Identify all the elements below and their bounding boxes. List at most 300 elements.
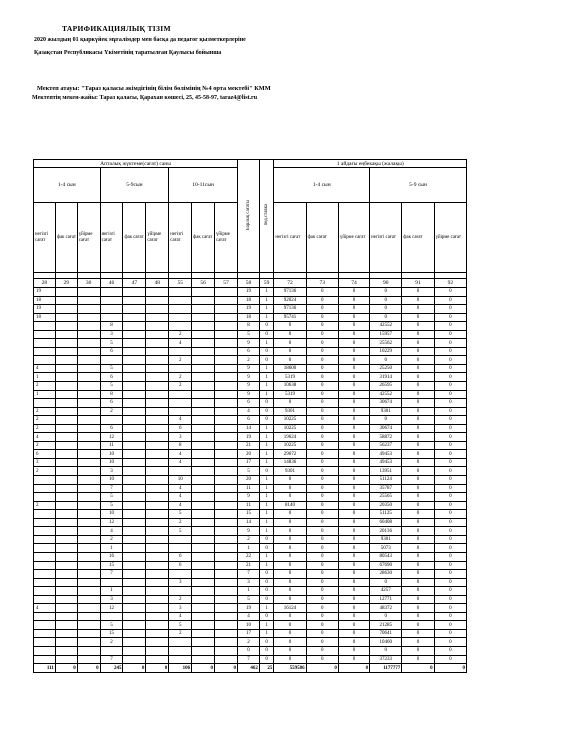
table-cell (146, 595, 169, 604)
table-cell: 4 (169, 484, 192, 493)
table-cell (169, 467, 192, 476)
total-cell: 0 (192, 664, 215, 673)
table-cell (34, 535, 56, 544)
table-cell: 2 (169, 629, 192, 638)
table-cell: 0 (370, 296, 402, 305)
table-cell: 0 (274, 518, 306, 527)
table-cell: 0 (274, 322, 306, 331)
table-cell: 0 (402, 296, 434, 305)
table-cell: 0 (259, 570, 274, 579)
table-cell (215, 467, 238, 476)
table-cell (192, 433, 215, 442)
table-cell (77, 612, 100, 621)
table-row (34, 570, 467, 579)
table-cell: 8 (100, 390, 123, 399)
table-cell (215, 382, 238, 391)
table-cell: 0 (402, 544, 434, 553)
table-cell: 2 (100, 638, 123, 647)
table-cell (192, 305, 215, 314)
table-cell (215, 587, 238, 596)
table-cell: 1 (259, 629, 274, 638)
table-cell: 12771 (370, 595, 402, 604)
table-cell (192, 501, 215, 510)
table-cell: 0 (274, 595, 306, 604)
table-cell (34, 544, 56, 553)
table-cell: 0 (338, 399, 369, 408)
table-cell: 10229 (370, 347, 402, 356)
table-cell: 0 (370, 416, 402, 425)
ped-rate-header: пед.ставка (259, 160, 274, 273)
table-cell (215, 373, 238, 382)
table-cell: 49453 (370, 458, 402, 467)
table-cell: 5319 (274, 390, 306, 399)
table-cell (123, 587, 146, 596)
table-cell: 6 (169, 561, 192, 570)
table-cell: 0 (402, 587, 434, 596)
table-cell: 42552 (370, 390, 402, 399)
table-cell: 9301 (274, 407, 306, 416)
table-cell: 4 (169, 416, 192, 425)
table-cell (100, 416, 123, 425)
table-cell (146, 399, 169, 408)
table-cell (169, 544, 192, 553)
table-cell: 0 (434, 535, 466, 544)
table-cell: 9 (238, 382, 260, 391)
table-cell: 20136 (370, 527, 402, 536)
table-cell (77, 330, 100, 339)
column-number-row (34, 279, 467, 288)
table-cell: 0 (306, 510, 338, 519)
table-cell: 9301 (274, 467, 306, 476)
table-cell: 6 (100, 399, 123, 408)
table-cell (123, 535, 146, 544)
table-cell (215, 424, 238, 433)
table-cell: 60408 (370, 518, 402, 527)
table-cell: 0 (274, 646, 306, 655)
table-cell (55, 484, 77, 493)
table-cell: 0 (434, 364, 466, 373)
table-cell: 2 (169, 382, 192, 391)
table-cell (34, 356, 56, 365)
group-header-weekly-load: Апталық жүктеме(сағат) саны (34, 160, 238, 168)
table-cell (55, 356, 77, 365)
table-cell (146, 629, 169, 638)
table-cell (77, 570, 100, 579)
table-cell (55, 646, 77, 655)
table-cell (146, 646, 169, 655)
table-cell: 10 (100, 510, 123, 519)
table-cell (123, 518, 146, 527)
table-cell: 0 (338, 587, 369, 596)
subheader-salary-1-4: 1-4 сын (274, 168, 370, 203)
table-row (34, 313, 467, 322)
table-cell (215, 364, 238, 373)
table-cell (77, 339, 100, 348)
table-cell (215, 493, 238, 502)
table-cell (146, 501, 169, 510)
table-cell (169, 390, 192, 399)
table-cell: 0 (402, 595, 434, 604)
table-cell: 1 (100, 544, 123, 553)
table-cell: 0 (434, 458, 466, 467)
table-cell: 0 (402, 373, 434, 382)
table-cell (215, 544, 238, 553)
table-cell (77, 424, 100, 433)
table-cell (34, 339, 56, 348)
table-cell (123, 424, 146, 433)
table-cell: 8 (100, 322, 123, 331)
table-cell (34, 518, 56, 527)
table-cell: 10 (100, 450, 123, 459)
table-cell: 0 (306, 587, 338, 596)
table-cell: 0 (338, 467, 369, 476)
table-cell: 19 (34, 288, 56, 297)
table-cell: 0 (370, 646, 402, 655)
table-cell: 0 (274, 476, 306, 485)
table-cell: 0 (306, 356, 338, 365)
table-cell: 2 (34, 424, 56, 433)
col-label-base: негізгі сағат (370, 203, 402, 273)
table-cell: 0 (338, 347, 369, 356)
table-cell: 0 (259, 638, 274, 647)
table-cell: 0 (402, 458, 434, 467)
table-cell (77, 629, 100, 638)
table-cell (55, 441, 77, 450)
table-cell (55, 382, 77, 391)
table-row (34, 638, 467, 647)
table-cell: 0 (338, 364, 369, 373)
table-cell (100, 646, 123, 655)
table-cell (123, 313, 146, 322)
table-cell (55, 552, 77, 561)
table-cell (34, 552, 56, 561)
table-cell: 6 (169, 552, 192, 561)
column-number: 56 (192, 279, 215, 288)
table-cell (34, 330, 56, 339)
table-cell: 0 (306, 527, 338, 536)
column-number: 47 (123, 279, 146, 288)
table-cell: 0 (434, 330, 466, 339)
table-cell: 0 (338, 390, 369, 399)
table-cell (77, 458, 100, 467)
table-cell (123, 356, 146, 365)
table-cell (77, 655, 100, 664)
table-cell: 5 (100, 621, 123, 630)
table-cell (215, 305, 238, 314)
table-row (34, 604, 467, 613)
table-row (34, 501, 467, 510)
table-cell: 0 (402, 612, 434, 621)
table-cell (146, 638, 169, 647)
table-row (34, 535, 467, 544)
table-cell: 0 (274, 587, 306, 596)
table-cell (192, 544, 215, 553)
table-cell (146, 364, 169, 373)
table-cell (34, 646, 56, 655)
total-cell: 245 (100, 664, 123, 673)
table-cell (77, 595, 100, 604)
table-cell (77, 467, 100, 476)
table-cell (34, 578, 56, 587)
table-cell: 2 (238, 638, 260, 647)
table-cell (123, 390, 146, 399)
table-cell: 0 (306, 518, 338, 527)
table-cell: 0 (402, 629, 434, 638)
table-cell (146, 604, 169, 613)
table-cell: 19 (238, 288, 260, 297)
table-cell: 1 (259, 305, 274, 314)
total-cell: 0 (146, 664, 169, 673)
table-cell: 13951 (370, 467, 402, 476)
table-cell: 0 (338, 373, 369, 382)
table-cell: 0 (402, 621, 434, 630)
table-cell: 0 (402, 578, 434, 587)
col-label-fact: фак сағат (402, 203, 434, 273)
col-label-circle: үйірме сағат (338, 203, 369, 273)
table-cell: 1 (259, 604, 274, 613)
table-cell: 3 (169, 433, 192, 442)
table-cell (192, 612, 215, 621)
table-cell (100, 578, 123, 587)
table-cell (169, 347, 192, 356)
table-cell: 4 (169, 450, 192, 459)
table-cell: 9 (238, 390, 260, 399)
table-cell (169, 535, 192, 544)
table-cell: 0 (338, 305, 369, 314)
table-cell: 0 (306, 441, 338, 450)
table-cell: 0 (274, 510, 306, 519)
table-row (34, 621, 467, 630)
table-cell: 0 (259, 595, 274, 604)
table-cell: 0 (306, 305, 338, 314)
table-cell: 16 (100, 552, 123, 561)
table-cell: 0 (259, 322, 274, 331)
table-cell (123, 604, 146, 613)
table-row (34, 305, 467, 314)
table-cell: 0 (306, 638, 338, 647)
table-cell (146, 527, 169, 536)
table-cell (77, 587, 100, 596)
table-cell: 48372 (370, 604, 402, 613)
table-cell (123, 450, 146, 459)
table-cell (215, 476, 238, 485)
table-cell: 0 (338, 510, 369, 519)
table-cell (192, 330, 215, 339)
table-cell: 0 (274, 629, 306, 638)
table-cell (55, 416, 77, 425)
table-cell (146, 587, 169, 596)
table-cell: 1 (259, 458, 274, 467)
table-cell (123, 510, 146, 519)
tariff-table (33, 159, 467, 673)
table-cell (215, 595, 238, 604)
table-cell: 0 (338, 296, 369, 305)
table-cell (215, 356, 238, 365)
table-cell (55, 373, 77, 382)
table-cell: 10225 (274, 424, 306, 433)
table-cell: 0 (306, 646, 338, 655)
table-cell (146, 467, 169, 476)
table-cell: 0 (434, 382, 466, 391)
table-cell (169, 570, 192, 579)
table-cell (34, 347, 56, 356)
table-cell: 1 (259, 510, 274, 519)
table-cell: 0 (434, 604, 466, 613)
table-cell (192, 424, 215, 433)
table-cell: 1 (259, 493, 274, 502)
table-row (34, 587, 467, 596)
table-cell: 0 (402, 382, 434, 391)
table-cell: 0 (306, 595, 338, 604)
table-cell (77, 407, 100, 416)
table-cell: 2 (169, 373, 192, 382)
table-cell (34, 510, 56, 519)
table-cell (77, 621, 100, 630)
table-cell: 67690 (370, 561, 402, 570)
table-cell (77, 382, 100, 391)
table-cell (123, 407, 146, 416)
table-cell (215, 390, 238, 399)
table-cell: 1 (259, 390, 274, 399)
table-cell: 0 (338, 544, 369, 553)
table-cell: 10 (238, 621, 260, 630)
table-cell: 0 (434, 433, 466, 442)
table-cell: 0 (259, 587, 274, 596)
table-cell: 5 (169, 510, 192, 519)
table-cell: 0 (338, 527, 369, 536)
table-cell (123, 638, 146, 647)
total-cell: 0 (215, 664, 238, 673)
table-cell: 70641 (370, 629, 402, 638)
table-cell (215, 399, 238, 408)
table-cell: 16124 (274, 604, 306, 613)
table-cell: 0 (370, 612, 402, 621)
table-row (34, 595, 467, 604)
table-cell (55, 535, 77, 544)
table-cell (192, 552, 215, 561)
table-cell: 21 (238, 561, 260, 570)
table-cell: 0 (306, 330, 338, 339)
table-cell: 0 (306, 450, 338, 459)
table-cell: 0 (306, 552, 338, 561)
table-row (34, 322, 467, 331)
table-cell: 0 (402, 527, 434, 536)
table-cell: 0 (338, 330, 369, 339)
table-cell (100, 356, 123, 365)
table-cell (215, 313, 238, 322)
table-cell: 21 (238, 441, 260, 450)
table-cell: 0 (274, 655, 306, 664)
table-cell: 0 (259, 655, 274, 664)
table-cell (55, 458, 77, 467)
table-cell: 0 (238, 646, 260, 655)
table-cell (77, 493, 100, 502)
table-cell: 11 (100, 441, 123, 450)
table-cell (123, 382, 146, 391)
table-cell: 0 (402, 493, 434, 502)
table-cell: 1 (100, 587, 123, 596)
column-number: 55 (169, 279, 192, 288)
table-cell: 4 (238, 407, 260, 416)
table-cell (146, 347, 169, 356)
table-cell: 14 (238, 424, 260, 433)
table-row (34, 382, 467, 391)
total-cell: 0 (77, 664, 100, 673)
table-cell (123, 578, 146, 587)
table-cell: 0 (259, 407, 274, 416)
table-cell: 4 (169, 493, 192, 502)
table-cell: 0 (259, 535, 274, 544)
table-cell: 0 (338, 356, 369, 365)
table-cell: 4 (34, 433, 56, 442)
column-number: 90 (370, 279, 402, 288)
table-cell: 2 (238, 535, 260, 544)
table-cell: 1 (34, 373, 56, 382)
table-cell (192, 313, 215, 322)
table-cell: 0 (306, 535, 338, 544)
table-cell: 10225 (274, 416, 306, 425)
table-cell: 0 (434, 390, 466, 399)
table-cell: 0 (402, 288, 434, 297)
table-row (34, 467, 467, 476)
col-label-base: негізгі сағат (169, 203, 192, 273)
table-cell: 5 (100, 493, 123, 502)
column-number: 74 (338, 279, 369, 288)
table-cell (77, 476, 100, 485)
table-cell (34, 587, 56, 596)
table-cell: 0 (338, 382, 369, 391)
table-cell: 0 (259, 467, 274, 476)
table-row (34, 347, 467, 356)
table-cell (123, 476, 146, 485)
table-cell: 9 (238, 493, 260, 502)
table-cell: 0 (306, 476, 338, 485)
table-cell: 6 (238, 399, 260, 408)
table-cell: 0 (434, 467, 466, 476)
total-cell: 0 (338, 664, 369, 673)
table-cell: 4 (100, 527, 123, 536)
table-cell: 3 (169, 578, 192, 587)
table-cell: 11 (238, 484, 260, 493)
table-cell (192, 638, 215, 647)
table-cell (34, 399, 56, 408)
table-cell (34, 484, 56, 493)
table-cell (34, 322, 56, 331)
table-cell (55, 638, 77, 647)
table-cell (215, 518, 238, 527)
table-cell: 1 (34, 390, 56, 399)
table-row (34, 518, 467, 527)
table-row (34, 646, 467, 655)
table-cell: 0 (434, 476, 466, 485)
table-cell: 0 (370, 288, 402, 297)
table-cell (215, 629, 238, 638)
table-cell: 2 (169, 595, 192, 604)
table-cell: 0 (306, 544, 338, 553)
table-cell: 0 (306, 373, 338, 382)
table-cell (169, 655, 192, 664)
table-cell (123, 570, 146, 579)
table-cell: 21285 (370, 621, 402, 630)
table-cell (123, 629, 146, 638)
column-number: 92 (434, 279, 466, 288)
table-cell (123, 373, 146, 382)
table-cell: 6 (238, 347, 260, 356)
table-cell: 0 (338, 450, 369, 459)
table-cell: 0 (434, 407, 466, 416)
table-cell: 0 (338, 535, 369, 544)
table-cell: 0 (434, 373, 466, 382)
